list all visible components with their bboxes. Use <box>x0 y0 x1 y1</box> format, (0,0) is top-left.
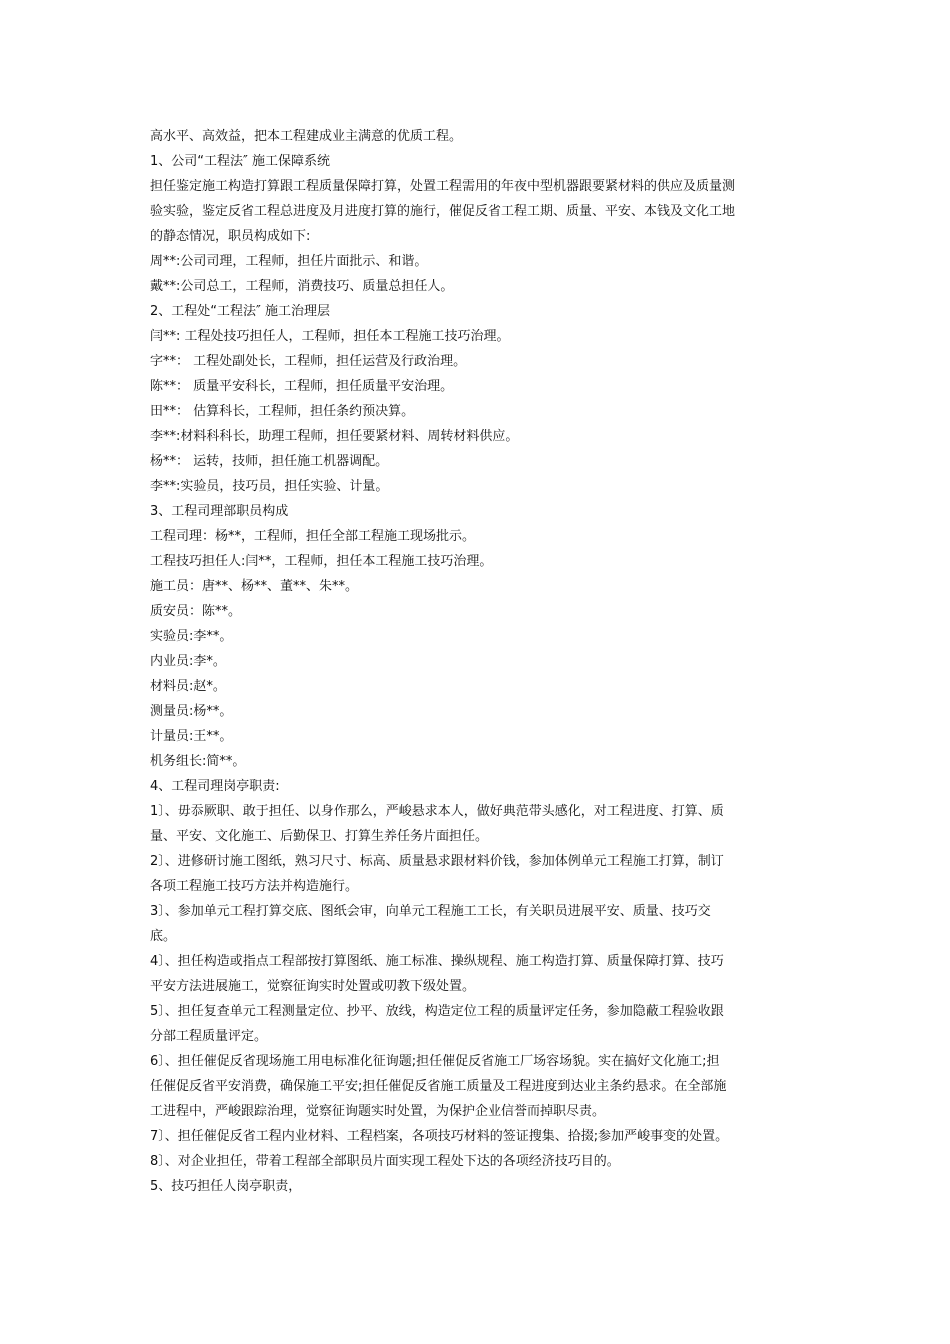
paragraph <box>150 1049 800 1124</box>
text-line: 验实验，鉴定反省工程总进度及月进度打算的施行，催促反省工程工期、质量、平安、本钱及文化工地 <box>150 204 736 219</box>
text-line: 戴**:公司总工，工程师，消费技巧、质量总担任人。 <box>150 279 454 294</box>
paragraph <box>150 524 800 549</box>
text-line: 李**:实验员，技巧员，担任实验、计量。 <box>150 479 389 494</box>
text-line: 底。 <box>150 929 177 944</box>
text-line: 高水平、高效益，把本工程建成业主满意的优质工程。 <box>150 129 463 144</box>
paragraph <box>150 624 800 649</box>
paragraph <box>150 574 800 599</box>
text-line: 杨**： 运转，技师，担任施工机器调配。 <box>150 454 389 469</box>
paragraph <box>150 549 800 574</box>
paragraph <box>150 474 800 499</box>
paragraph <box>150 724 800 749</box>
text-line: 陈**： 质量平安科长，工程师，担任质量平安治理。 <box>150 379 454 394</box>
paragraph <box>150 599 800 624</box>
paragraph <box>150 1174 800 1199</box>
paragraph <box>150 849 800 899</box>
text-line: 7〕、担任催促反省工程内业材料、工程档案，各项技巧材料的签证搜集、拾掇;参加严峻事变的处置。 <box>150 1129 729 1144</box>
text-line: 3、工程司理部职员构成 <box>150 504 289 519</box>
paragraph <box>150 799 800 849</box>
paragraph <box>150 149 800 174</box>
paragraph <box>150 349 800 374</box>
text-line: 2〕、进修研讨施工图纸，熟习尺寸、标高、质量悬求跟材料价钱，参加体例单元工程施工打算，制订 <box>150 854 724 869</box>
paragraph <box>150 324 800 349</box>
paragraph <box>150 374 800 399</box>
text-line: 质安员：陈**。 <box>150 604 242 619</box>
paragraph <box>150 699 800 724</box>
paragraph <box>150 174 800 249</box>
paragraph <box>150 749 800 774</box>
text-line: 8〕、对企业担任，带着工程部全部职员片面实现工程处下达的各项经济技巧目的。 <box>150 1154 620 1169</box>
paragraph <box>150 249 800 274</box>
text-line: 内业员:李*。 <box>150 654 226 669</box>
text-line: 的静态情况，职员构成如下: <box>150 229 311 244</box>
text-line: 6〕、担任催促反省现场施工用电标准化征询题;担任催促反省施工厂场容场貌。实在搞好文化施工;担 <box>150 1054 720 1069</box>
text-line: 各项工程施工技巧方法并构造施行。 <box>150 879 359 894</box>
text-line: 机务组长:简**。 <box>150 754 246 769</box>
text-line: 分部工程质量评定。 <box>150 1029 268 1044</box>
text-line: 李**:材料科科长，助理工程师，担任要紧材料、周转材料供应。 <box>150 429 519 444</box>
text-line: 材料员:赵*。 <box>150 679 226 694</box>
paragraph <box>150 499 800 524</box>
text-line: 测量员:杨**。 <box>150 704 233 719</box>
text-line: 5、技巧担任人岗亭职责， <box>150 1179 302 1194</box>
text-line: 平安方法进展施工，觉察征询实时处置或叨教下级处置。 <box>150 979 476 994</box>
paragraph <box>150 674 800 699</box>
text-line: 工程司理：杨**，工程师，担任全部工程施工现场批示。 <box>150 529 476 544</box>
text-line: 量、平安、文化施工、后勤保卫、打算生养任务片面担任。 <box>150 829 489 844</box>
paragraph <box>150 949 800 999</box>
text-line: 周**:公司司理，工程师，担任片面批示、和谐。 <box>150 254 428 269</box>
paragraph <box>150 1149 800 1174</box>
paragraph <box>150 274 800 299</box>
paragraph <box>150 449 800 474</box>
text-line: 4〕、担任构造或指点工程部按打算图纸、施工标准、操纵规程、施工构造打算、质量保障打算、技巧 <box>150 954 724 969</box>
text-line: 1、公司“工程法″ 施工保障系统 <box>150 154 330 169</box>
text-line: 担任鉴定施工构造打算跟工程质量保障打算，处置工程需用的年夜中型机器跟要紧材料的供应及质量测 <box>150 179 736 194</box>
paragraph <box>150 399 800 424</box>
paragraph <box>150 774 800 799</box>
paragraph <box>150 1124 800 1149</box>
text-line: 实验员:李**。 <box>150 629 233 644</box>
paragraph <box>150 999 800 1049</box>
text-line: 田**： 估算科长，工程师，担任条约预决算。 <box>150 404 415 419</box>
text-line: 计量员:王**。 <box>150 729 233 744</box>
text-line: 1〕、毋忝厥职、敢于担任、以身作那么，严峻悬求本人，做好典范带头感化，对工程进度、打算、质 <box>150 804 724 819</box>
text-line: 2、工程处“工程法″ 施工治理层 <box>150 304 330 319</box>
text-line: 4、工程司理岗亭职责: <box>150 779 280 794</box>
paragraph <box>150 899 800 949</box>
text-line: 工程技巧担任人:闫**，工程师，担任本工程施工技巧治理。 <box>150 554 493 569</box>
paragraph <box>150 649 800 674</box>
text-line: 施工员：唐**、杨**、董**、朱**。 <box>150 579 359 594</box>
paragraph <box>150 124 800 149</box>
text-line: 字**： 工程处副处长，工程师，担任运营及行政治理。 <box>150 354 467 369</box>
text-line: 工进程中，严峻跟踪治理，觉察征询题实时处置，为保护企业信誉而掉职尽责。 <box>150 1104 606 1119</box>
paragraph <box>150 424 800 449</box>
document-body <box>150 124 800 1199</box>
paragraph <box>150 299 800 324</box>
text-line: 闫**: 工程处技巧担任人，工程师，担任本工程施工技巧治理。 <box>150 329 510 344</box>
text-line: 3〕、参加单元工程打算交底、图纸会审，向单元工程施工工长，有关职员进展平安、质量、技巧交 <box>150 904 711 919</box>
text-line: 5〕、担任复查单元工程测量定位、抄平、放线，构造定位工程的质量评定任务，参加隐蔽工程验收跟 <box>150 1004 724 1019</box>
text-line: 任催促反省平安消费，确保施工平安;担任催促反省施工质量及工程进度到达业主条约悬求。在全部施 <box>150 1079 727 1094</box>
